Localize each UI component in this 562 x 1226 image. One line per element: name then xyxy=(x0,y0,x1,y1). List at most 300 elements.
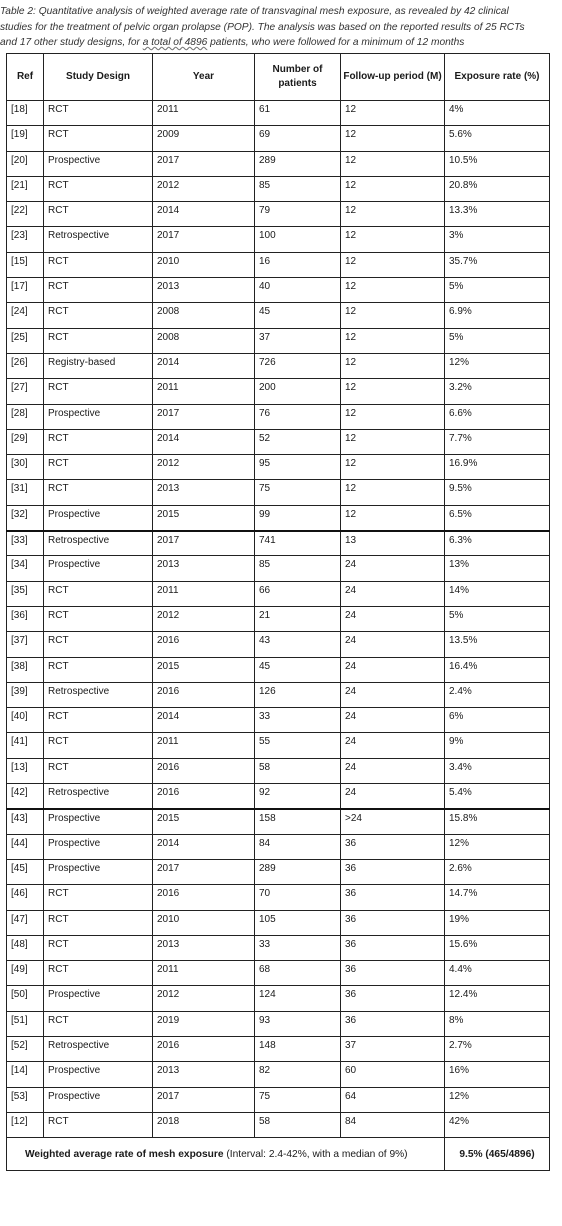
cell-year: 2011 xyxy=(153,961,255,986)
table-row xyxy=(7,961,550,986)
cell-patients: 95 xyxy=(255,455,341,480)
table-row xyxy=(7,1087,550,1112)
summary-label xyxy=(7,1138,445,1171)
cell-exposure-rate: 8% xyxy=(445,1011,550,1036)
cell-study-design: RCT xyxy=(44,935,153,960)
cell-follow-up: 64 xyxy=(341,1087,445,1112)
table-row xyxy=(7,1112,550,1137)
cell-study-design: RCT xyxy=(44,455,153,480)
cell-study-design: RCT xyxy=(44,278,153,303)
cell-follow-up: 12 xyxy=(341,202,445,227)
table-row xyxy=(7,126,550,151)
cell-ref: [42] xyxy=(7,784,44,809)
cell-follow-up: 12 xyxy=(341,151,445,176)
cell-patients: 33 xyxy=(255,935,341,960)
cell-follow-up: 36 xyxy=(341,935,445,960)
cell-ref: [25] xyxy=(7,328,44,353)
cell-study-design: Prospective xyxy=(44,556,153,581)
cell-patients: 148 xyxy=(255,1036,341,1061)
cell-ref: [41] xyxy=(7,733,44,758)
header-row xyxy=(7,54,550,101)
table-row xyxy=(7,404,550,429)
cell-study-design: Prospective xyxy=(44,505,153,530)
header-year: Year xyxy=(153,54,255,101)
table-caption xyxy=(0,4,562,51)
cell-follow-up: 12 xyxy=(341,404,445,429)
cell-exposure-rate: 15.6% xyxy=(445,935,550,960)
cell-ref: [34] xyxy=(7,556,44,581)
cell-exposure-rate: 12% xyxy=(445,834,550,859)
cell-ref: [14] xyxy=(7,1062,44,1087)
table-row xyxy=(7,556,550,581)
cell-follow-up: 12 xyxy=(341,278,445,303)
cell-exposure-rate: 16% xyxy=(445,1062,550,1087)
cell-patients: 126 xyxy=(255,682,341,707)
cell-exposure-rate: 10.5% xyxy=(445,151,550,176)
cell-follow-up: 12 xyxy=(341,328,445,353)
table-row xyxy=(7,353,550,378)
cell-follow-up: 36 xyxy=(341,910,445,935)
cell-year: 2012 xyxy=(153,606,255,631)
cell-exposure-rate: 13.3% xyxy=(445,202,550,227)
cell-year: 2017 xyxy=(153,1087,255,1112)
cell-study-design: Prospective xyxy=(44,1087,153,1112)
cell-year: 2016 xyxy=(153,758,255,783)
cell-ref: [53] xyxy=(7,1087,44,1112)
cell-patients: 92 xyxy=(255,784,341,809)
cell-follow-up: 60 xyxy=(341,1062,445,1087)
cell-exposure-rate: 9.5% xyxy=(445,480,550,505)
cell-exposure-rate: 13% xyxy=(445,556,550,581)
table-row xyxy=(7,505,550,530)
cell-follow-up: 12 xyxy=(341,480,445,505)
cell-study-design: RCT xyxy=(44,733,153,758)
cell-ref: [45] xyxy=(7,859,44,884)
cell-year: 2014 xyxy=(153,353,255,378)
cell-patients: 66 xyxy=(255,581,341,606)
cell-study-design: Retrospective xyxy=(44,531,153,556)
table-row xyxy=(7,758,550,783)
cell-patients: 100 xyxy=(255,227,341,252)
cell-ref: [46] xyxy=(7,885,44,910)
cell-study-design: RCT xyxy=(44,202,153,227)
cell-year: 2017 xyxy=(153,404,255,429)
table-row xyxy=(7,151,550,176)
cell-year: 2011 xyxy=(153,581,255,606)
cell-exposure-rate: 5% xyxy=(445,606,550,631)
cell-exposure-rate: 3.2% xyxy=(445,379,550,404)
cell-year: 2010 xyxy=(153,910,255,935)
cell-year: 2014 xyxy=(153,834,255,859)
table-row xyxy=(7,708,550,733)
cell-study-design: Retrospective xyxy=(44,1036,153,1061)
cell-ref: [27] xyxy=(7,379,44,404)
cell-follow-up: 36 xyxy=(341,859,445,884)
cell-ref: [51] xyxy=(7,1011,44,1036)
cell-ref: [17] xyxy=(7,278,44,303)
cell-ref: [24] xyxy=(7,303,44,328)
cell-patients: 105 xyxy=(255,910,341,935)
table-row xyxy=(7,455,550,480)
table-row xyxy=(7,682,550,707)
cell-ref: [50] xyxy=(7,986,44,1011)
cell-ref: [13] xyxy=(7,758,44,783)
cell-patients: 93 xyxy=(255,1011,341,1036)
cell-patients: 289 xyxy=(255,151,341,176)
cell-patients: 58 xyxy=(255,758,341,783)
table-row xyxy=(7,1036,550,1061)
cell-follow-up: 36 xyxy=(341,885,445,910)
cell-ref: [29] xyxy=(7,429,44,454)
table-row xyxy=(7,581,550,606)
cell-year: 2013 xyxy=(153,278,255,303)
table-row xyxy=(7,784,550,809)
cell-patients: 75 xyxy=(255,480,341,505)
cell-ref: [21] xyxy=(7,176,44,201)
cell-ref: [23] xyxy=(7,227,44,252)
cell-year: 2017 xyxy=(153,227,255,252)
cell-year: 2013 xyxy=(153,1062,255,1087)
cell-patients: 76 xyxy=(255,404,341,429)
cell-study-design: Prospective xyxy=(44,1062,153,1087)
cell-exposure-rate: 12.4% xyxy=(445,986,550,1011)
cell-patients: 82 xyxy=(255,1062,341,1087)
cell-study-design: RCT xyxy=(44,252,153,277)
cell-patients: 741 xyxy=(255,531,341,556)
cell-ref: [47] xyxy=(7,910,44,935)
cell-year: 2017 xyxy=(153,151,255,176)
cell-follow-up: 24 xyxy=(341,708,445,733)
table-row xyxy=(7,935,550,960)
cell-exposure-rate: 3.4% xyxy=(445,758,550,783)
cell-study-design: RCT xyxy=(44,708,153,733)
cell-patients: 61 xyxy=(255,101,341,126)
cell-exposure-rate: 15.8% xyxy=(445,809,550,834)
table-row xyxy=(7,379,550,404)
cell-year: 2015 xyxy=(153,505,255,530)
cell-follow-up: 12 xyxy=(341,176,445,201)
cell-ref: [20] xyxy=(7,151,44,176)
table-row xyxy=(7,834,550,859)
header-exposure-rate: Exposure rate (%) xyxy=(445,54,550,101)
cell-study-design: Retrospective xyxy=(44,682,153,707)
cell-study-design: Prospective xyxy=(44,986,153,1011)
table-row xyxy=(7,1062,550,1087)
cell-year: 2013 xyxy=(153,935,255,960)
cell-study-design: RCT xyxy=(44,885,153,910)
caption-line-3 xyxy=(0,35,562,51)
cell-ref: [48] xyxy=(7,935,44,960)
cell-study-design: RCT xyxy=(44,328,153,353)
cell-follow-up: 84 xyxy=(341,1112,445,1137)
cell-patients: 37 xyxy=(255,328,341,353)
cell-follow-up: 24 xyxy=(341,682,445,707)
summary-total: 9.5% (465/4896) xyxy=(445,1138,550,1171)
cell-study-design: RCT xyxy=(44,101,153,126)
cell-follow-up: 37 xyxy=(341,1036,445,1061)
cell-exposure-rate: 12% xyxy=(445,1087,550,1112)
cell-patients: 85 xyxy=(255,176,341,201)
cell-follow-up: 36 xyxy=(341,961,445,986)
cell-exposure-rate: 5% xyxy=(445,278,550,303)
cell-patients: 45 xyxy=(255,303,341,328)
summary-row xyxy=(7,1138,550,1171)
cell-ref: [49] xyxy=(7,961,44,986)
cell-study-design: RCT xyxy=(44,910,153,935)
cell-year: 2016 xyxy=(153,885,255,910)
cell-ref: [32] xyxy=(7,505,44,530)
header-number-of-patients: Number of patients xyxy=(255,54,341,101)
cell-study-design: Prospective xyxy=(44,834,153,859)
cell-exposure-rate: 4% xyxy=(445,101,550,126)
cell-exposure-rate: 2.6% xyxy=(445,859,550,884)
cell-follow-up: 36 xyxy=(341,986,445,1011)
cell-year: 2011 xyxy=(153,733,255,758)
cell-follow-up: 13 xyxy=(341,531,445,556)
cell-ref: [44] xyxy=(7,834,44,859)
cell-year: 2017 xyxy=(153,859,255,884)
cell-exposure-rate: 6.6% xyxy=(445,404,550,429)
cell-exposure-rate: 2.7% xyxy=(445,1036,550,1061)
cell-exposure-rate: 12% xyxy=(445,353,550,378)
cell-follow-up: 36 xyxy=(341,834,445,859)
cell-ref: [40] xyxy=(7,708,44,733)
cell-follow-up: 12 xyxy=(341,353,445,378)
cell-study-design: RCT xyxy=(44,379,153,404)
mesh-exposure-table xyxy=(6,53,550,1171)
cell-year: 2016 xyxy=(153,682,255,707)
cell-follow-up: 24 xyxy=(341,581,445,606)
caption-line-3-start: and 17 other study designs, for xyxy=(0,37,143,48)
cell-ref: [37] xyxy=(7,632,44,657)
cell-ref: [30] xyxy=(7,455,44,480)
cell-year: 2008 xyxy=(153,303,255,328)
table-row xyxy=(7,632,550,657)
cell-follow-up: 12 xyxy=(341,126,445,151)
cell-year: 2014 xyxy=(153,429,255,454)
cell-year: 2016 xyxy=(153,1036,255,1061)
cell-ref: [18] xyxy=(7,101,44,126)
table-row xyxy=(7,101,550,126)
cell-ref: [35] xyxy=(7,581,44,606)
cell-follow-up: 24 xyxy=(341,784,445,809)
cell-follow-up: 24 xyxy=(341,657,445,682)
cell-year: 2018 xyxy=(153,1112,255,1137)
cell-patients: 21 xyxy=(255,606,341,631)
cell-exposure-rate: 20.8% xyxy=(445,176,550,201)
cell-follow-up: 12 xyxy=(341,379,445,404)
cell-patients: 45 xyxy=(255,657,341,682)
cell-year: 2013 xyxy=(153,480,255,505)
cell-study-design: RCT xyxy=(44,176,153,201)
cell-year: 2015 xyxy=(153,809,255,834)
cell-follow-up: 12 xyxy=(341,505,445,530)
cell-follow-up: 12 xyxy=(341,227,445,252)
caption-line-3-end: patients, who were followed for a minimum of 12 months xyxy=(207,37,465,48)
cell-ref: [33] xyxy=(7,531,44,556)
cell-follow-up: 12 xyxy=(341,252,445,277)
cell-patients: 70 xyxy=(255,885,341,910)
cell-ref: [22] xyxy=(7,202,44,227)
cell-study-design: Prospective xyxy=(44,151,153,176)
table-row xyxy=(7,328,550,353)
cell-ref: [43] xyxy=(7,809,44,834)
table-row xyxy=(7,303,550,328)
table-row xyxy=(7,885,550,910)
cell-follow-up: 24 xyxy=(341,606,445,631)
cell-follow-up: 12 xyxy=(341,429,445,454)
cell-follow-up: 12 xyxy=(341,455,445,480)
cell-follow-up: >24 xyxy=(341,809,445,834)
cell-follow-up: 24 xyxy=(341,758,445,783)
cell-patients: 158 xyxy=(255,809,341,834)
cell-follow-up: 12 xyxy=(341,101,445,126)
cell-follow-up: 36 xyxy=(341,1011,445,1036)
cell-study-design: RCT xyxy=(44,632,153,657)
table-row xyxy=(7,429,550,454)
cell-follow-up: 24 xyxy=(341,733,445,758)
cell-study-design: RCT xyxy=(44,1011,153,1036)
cell-patients: 55 xyxy=(255,733,341,758)
cell-ref: [38] xyxy=(7,657,44,682)
caption-line-2: studies for the treatment of pelvic organ prolapse (POP). The analysis was based on the reported results of 25 RCTs xyxy=(0,21,525,33)
cell-exposure-rate: 16.9% xyxy=(445,455,550,480)
cell-year: 2015 xyxy=(153,657,255,682)
cell-study-design: RCT xyxy=(44,961,153,986)
cell-study-design: Retrospective xyxy=(44,784,153,809)
cell-ref: [19] xyxy=(7,126,44,151)
table-row xyxy=(7,278,550,303)
cell-year: 2009 xyxy=(153,126,255,151)
cell-study-design: Retrospective xyxy=(44,227,153,252)
cell-exposure-rate: 7.7% xyxy=(445,429,550,454)
cell-year: 2012 xyxy=(153,455,255,480)
cell-year: 2019 xyxy=(153,1011,255,1036)
cell-patients: 68 xyxy=(255,961,341,986)
cell-year: 2016 xyxy=(153,632,255,657)
cell-study-design: RCT xyxy=(44,480,153,505)
cell-patients: 40 xyxy=(255,278,341,303)
caption-total-underlined: a total of 4896 xyxy=(142,37,208,48)
cell-patients: 43 xyxy=(255,632,341,657)
cell-exposure-rate: 2.4% xyxy=(445,682,550,707)
cell-patients: 69 xyxy=(255,126,341,151)
cell-study-design: RCT xyxy=(44,657,153,682)
table-row xyxy=(7,531,550,556)
table-row xyxy=(7,252,550,277)
header-study-design: Study Design xyxy=(44,54,153,101)
cell-exposure-rate: 6.3% xyxy=(445,531,550,556)
cell-patients: 16 xyxy=(255,252,341,277)
cell-year: 2010 xyxy=(153,252,255,277)
cell-ref: [12] xyxy=(7,1112,44,1137)
table-row xyxy=(7,1011,550,1036)
cell-follow-up: 12 xyxy=(341,303,445,328)
cell-exposure-rate: 6% xyxy=(445,708,550,733)
cell-exposure-rate: 42% xyxy=(445,1112,550,1137)
cell-study-design: RCT xyxy=(44,606,153,631)
summary-label-bold: Weighted average rate of mesh exposure xyxy=(25,1148,224,1160)
table-row xyxy=(7,657,550,682)
cell-exposure-rate: 6.5% xyxy=(445,505,550,530)
cell-exposure-rate: 3% xyxy=(445,227,550,252)
cell-ref: [28] xyxy=(7,404,44,429)
cell-patients: 75 xyxy=(255,1087,341,1112)
cell-exposure-rate: 16.4% xyxy=(445,657,550,682)
table-row xyxy=(7,606,550,631)
cell-follow-up: 24 xyxy=(341,632,445,657)
table-row xyxy=(7,202,550,227)
table-row xyxy=(7,859,550,884)
cell-ref: [39] xyxy=(7,682,44,707)
cell-ref: [15] xyxy=(7,252,44,277)
cell-patients: 79 xyxy=(255,202,341,227)
cell-year: 2016 xyxy=(153,784,255,809)
cell-exposure-rate: 13.5% xyxy=(445,632,550,657)
cell-year: 2012 xyxy=(153,176,255,201)
cell-exposure-rate: 14.7% xyxy=(445,885,550,910)
cell-exposure-rate: 35.7% xyxy=(445,252,550,277)
cell-patients: 58 xyxy=(255,1112,341,1137)
table-row xyxy=(7,227,550,252)
table-row xyxy=(7,480,550,505)
cell-exposure-rate: 5.4% xyxy=(445,784,550,809)
cell-patients: 289 xyxy=(255,859,341,884)
header-follow-up-period: Follow-up period (M) xyxy=(341,54,445,101)
cell-exposure-rate: 5% xyxy=(445,328,550,353)
cell-ref: [26] xyxy=(7,353,44,378)
table-row xyxy=(7,809,550,834)
summary-label-detail: (Interval: 2.4-42%, with a median of 9%) xyxy=(223,1148,408,1160)
cell-follow-up: 24 xyxy=(341,556,445,581)
cell-exposure-rate: 19% xyxy=(445,910,550,935)
cell-year: 2017 xyxy=(153,531,255,556)
header-ref: Ref xyxy=(7,54,44,101)
cell-exposure-rate: 14% xyxy=(445,581,550,606)
cell-exposure-rate: 5.6% xyxy=(445,126,550,151)
caption-line-1: Table 2: Quantitative analysis of weighted average rate of transvaginal mesh exposure, as revealed by 42 clinical xyxy=(0,6,509,17)
cell-year: 2013 xyxy=(153,556,255,581)
cell-year: 2011 xyxy=(153,101,255,126)
table-row xyxy=(7,910,550,935)
cell-exposure-rate: 9% xyxy=(445,733,550,758)
cell-patients: 52 xyxy=(255,429,341,454)
cell-ref: [36] xyxy=(7,606,44,631)
table-row xyxy=(7,176,550,201)
cell-study-design: Prospective xyxy=(44,859,153,884)
cell-year: 2014 xyxy=(153,708,255,733)
cell-study-design: RCT xyxy=(44,126,153,151)
cell-study-design: RCT xyxy=(44,429,153,454)
table-row xyxy=(7,733,550,758)
cell-patients: 33 xyxy=(255,708,341,733)
cell-patients: 124 xyxy=(255,986,341,1011)
cell-study-design: Prospective xyxy=(44,809,153,834)
cell-patients: 85 xyxy=(255,556,341,581)
cell-ref: [31] xyxy=(7,480,44,505)
cell-study-design: RCT xyxy=(44,1112,153,1137)
cell-study-design: Registry-based xyxy=(44,353,153,378)
table-row xyxy=(7,986,550,1011)
cell-patients: 84 xyxy=(255,834,341,859)
cell-study-design: RCT xyxy=(44,581,153,606)
cell-exposure-rate: 6.9% xyxy=(445,303,550,328)
cell-patients: 99 xyxy=(255,505,341,530)
cell-study-design: RCT xyxy=(44,303,153,328)
cell-year: 2008 xyxy=(153,328,255,353)
cell-exposure-rate: 4.4% xyxy=(445,961,550,986)
cell-year: 2011 xyxy=(153,379,255,404)
